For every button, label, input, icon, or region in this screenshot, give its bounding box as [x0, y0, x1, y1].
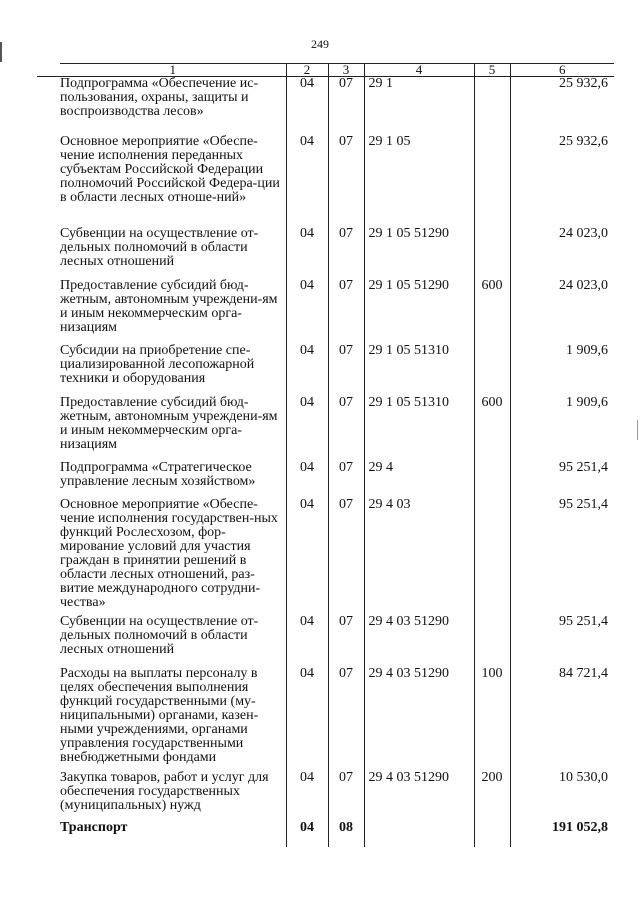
row-section: 04	[286, 771, 328, 821]
row-name: Субсидии на приобретение спе-циализированной лесопожарной техники и оборудования	[60, 344, 286, 396]
column-header-2: 2	[286, 64, 328, 77]
row-section: 04	[286, 821, 328, 847]
row-section: 04	[286, 461, 328, 498]
row-section: 04	[286, 135, 328, 227]
row-name: Подпрограмма «Обеспечение ис-пользования, охраны, защиты и воспроизводства лесов»	[60, 77, 286, 135]
row-section: 04	[286, 615, 328, 667]
table-row	[60, 771, 614, 821]
row-target-code: 29 4 03	[364, 498, 474, 615]
row-subsection: 07	[328, 771, 364, 821]
row-expense-type: 100	[474, 667, 510, 771]
row-subsection: 07	[328, 77, 364, 135]
row-amount: 95 251,4	[510, 461, 614, 498]
row-name: Закупка товаров, работ и услуг для обеспечения государственных (муниципальных) нужд	[60, 771, 286, 821]
row-amount: 1 909,6	[510, 396, 614, 461]
row-subsection: 07	[328, 396, 364, 461]
row-target-code: 29 1 05 51310	[364, 396, 474, 461]
row-target-code	[364, 821, 474, 847]
column-header-1: 1	[60, 64, 286, 77]
column-header-4: 4	[364, 64, 474, 77]
row-section: 04	[286, 396, 328, 461]
row-section: 04	[286, 344, 328, 396]
row-name: Транспорт	[60, 821, 286, 847]
row-subsection: 07	[328, 135, 364, 227]
row-amount: 24 023,0	[510, 279, 614, 344]
row-amount: 84 721,4	[510, 667, 614, 771]
row-subsection: 07	[328, 615, 364, 667]
row-target-code: 29 4 03 51290	[364, 771, 474, 821]
row-subsection: 07	[328, 227, 364, 279]
row-amount: 95 251,4	[510, 615, 614, 667]
row-name: Предоставление субсидий бюд-жетным, автономным учреждени-ям и иным некоммерческим орга-низациям	[60, 396, 286, 461]
table-row	[60, 227, 614, 279]
row-name: Основное мероприятие «Обеспе-чение исполнения переданных субъектам Российской Федерации полномочий Российской Федера-ции в области лесных отноше-ний»	[60, 135, 286, 227]
table-row	[60, 344, 614, 396]
row-section: 04	[286, 227, 328, 279]
row-expense-type: 600	[474, 279, 510, 344]
row-amount: 10 530,0	[510, 771, 614, 821]
row-expense-type	[474, 461, 510, 498]
row-subsection: 07	[328, 667, 364, 771]
row-amount: 191 052,8	[510, 821, 614, 847]
row-expense-type	[474, 135, 510, 227]
scan-edge-mark	[0, 42, 2, 62]
table-row	[60, 667, 614, 771]
table-row	[60, 279, 614, 344]
row-target-code: 29 1 05	[364, 135, 474, 227]
row-amount: 25 932,6	[510, 77, 614, 135]
row-amount: 1 909,6	[510, 344, 614, 396]
budget-table	[60, 63, 614, 847]
row-section: 04	[286, 667, 328, 771]
table-row	[60, 498, 614, 615]
column-header-5: 5	[474, 64, 510, 77]
row-subsection: 08	[328, 821, 364, 847]
table-row	[60, 821, 614, 847]
row-expense-type	[474, 77, 510, 135]
scan-edge-mark-right	[637, 420, 638, 440]
row-expense-type: 600	[474, 396, 510, 461]
table-row	[60, 461, 614, 498]
table-row	[60, 135, 614, 227]
row-expense-type: 200	[474, 771, 510, 821]
row-subsection: 07	[328, 279, 364, 344]
table-row	[60, 77, 614, 135]
row-target-code: 29 1 05 51290	[364, 227, 474, 279]
row-expense-type	[474, 344, 510, 396]
row-target-code: 29 4 03 51290	[364, 615, 474, 667]
row-subsection: 07	[328, 461, 364, 498]
row-expense-type	[474, 498, 510, 615]
row-name: Подпрограмма «Стратегическое управление лесным хозяйством»	[60, 461, 286, 498]
row-expense-type	[474, 227, 510, 279]
row-name: Предоставление субсидий бюд-жетным, автономным учреждени-ям и иным некоммерческим орга-низациям	[60, 279, 286, 344]
row-name: Расходы на выплаты персоналу в целях обеспечения выполнения функций государственными (му-ниципальными) органами, казен-ными учреждениями, органами управления государственными внебюджетными фондами	[60, 667, 286, 771]
row-section: 04	[286, 77, 328, 135]
table-header-row	[60, 64, 614, 77]
row-subsection: 07	[328, 498, 364, 615]
row-target-code: 29 4 03 51290	[364, 667, 474, 771]
row-section: 04	[286, 279, 328, 344]
row-target-code: 29 1	[364, 77, 474, 135]
row-target-code: 29 4	[364, 461, 474, 498]
row-name: Основное мероприятие «Обеспе-чение исполнения государствен-ных функций Рослесхозом, фор-мирование условий для участия граждан в принятии решений в области лесных отношений, раз-витие международного сотрудни-чества»	[60, 498, 286, 615]
column-header-6: 6	[510, 64, 614, 77]
table-row	[60, 615, 614, 667]
row-expense-type	[474, 821, 510, 847]
page-number: 249	[311, 37, 329, 51]
row-name: Субвенции на осуществление от-дельных полномочий в области лесных отношений	[60, 227, 286, 279]
row-amount: 95 251,4	[510, 498, 614, 615]
row-subsection: 07	[328, 344, 364, 396]
row-name: Субвенции на осуществление от-дельных полномочий в области лесных отношений	[60, 615, 286, 667]
row-amount: 25 932,6	[510, 135, 614, 227]
row-amount: 24 023,0	[510, 227, 614, 279]
row-target-code: 29 1 05 51290	[364, 279, 474, 344]
row-target-code: 29 1 05 51310	[364, 344, 474, 396]
row-section: 04	[286, 498, 328, 615]
column-header-3: 3	[328, 64, 364, 77]
row-expense-type	[474, 615, 510, 667]
table-row	[60, 396, 614, 461]
